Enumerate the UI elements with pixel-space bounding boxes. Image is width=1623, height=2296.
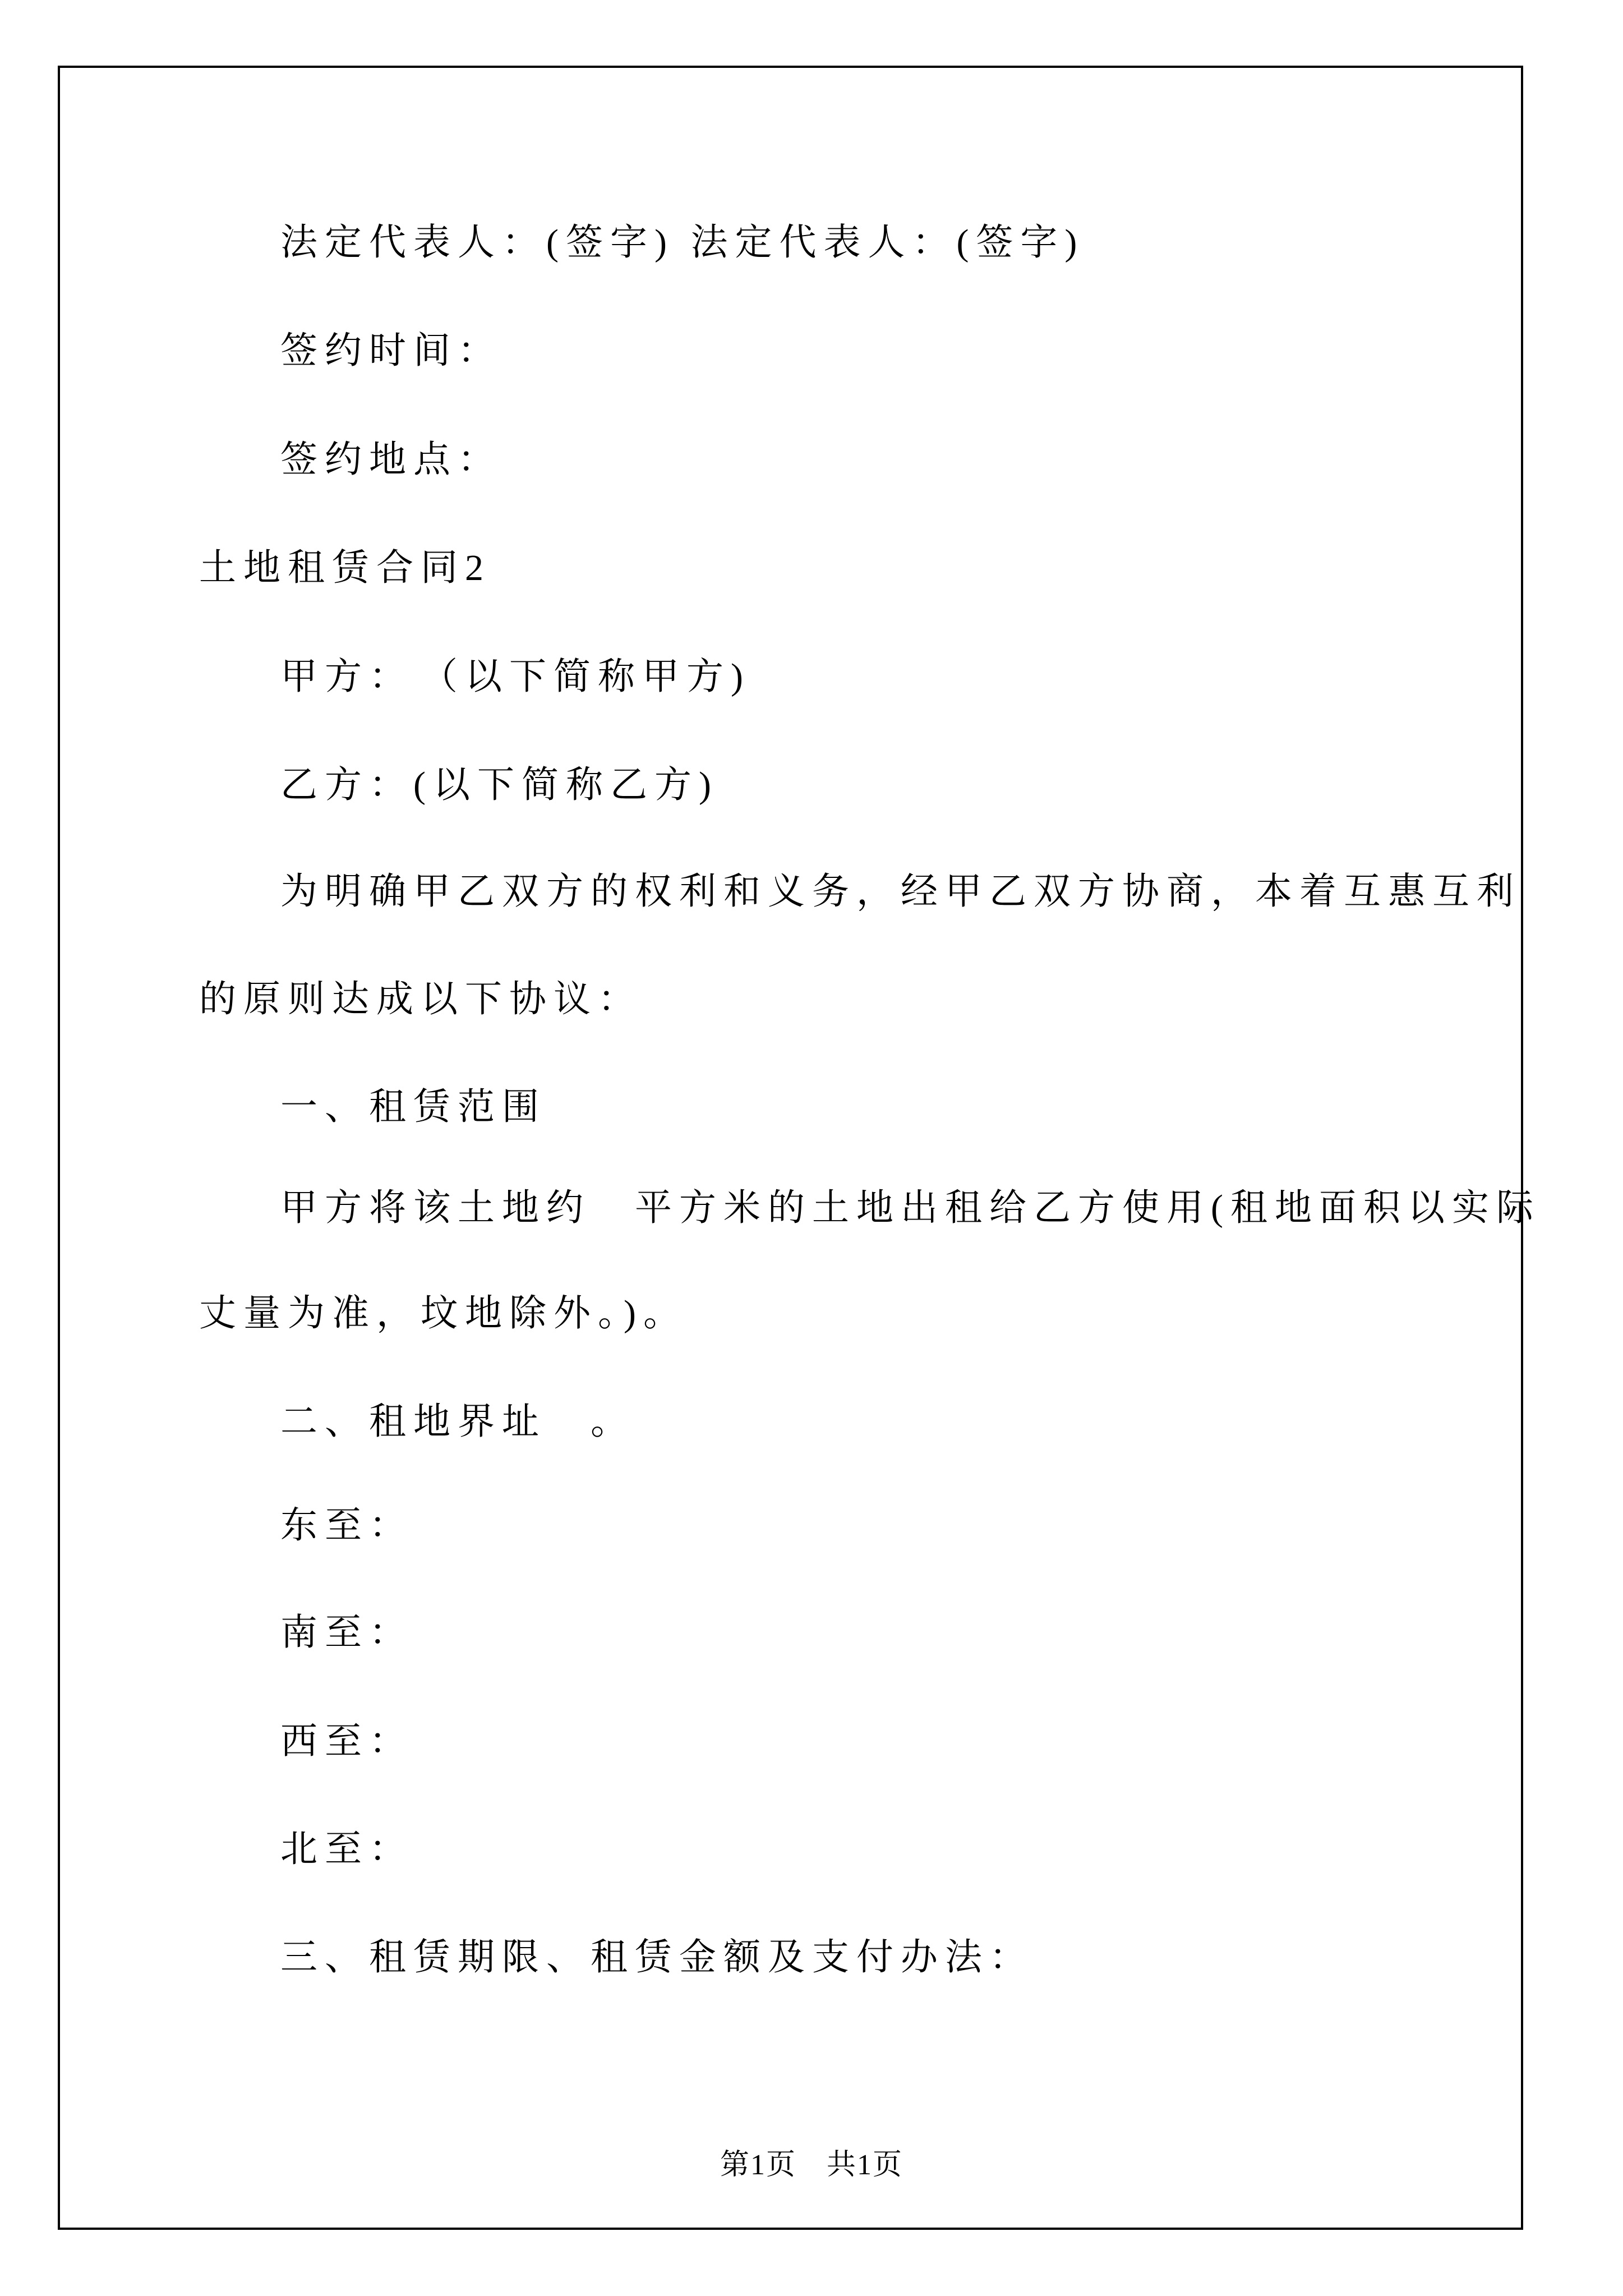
document-line: 二、租地界址 。	[280, 1401, 635, 1442]
document-line: 三、租赁期限、租赁金额及支付办法：	[280, 1937, 1034, 1978]
page-footer: 第1页 共1页	[720, 2149, 903, 2181]
document-line: 甲方： （以下简称甲方)	[280, 656, 750, 697]
document-line: 甲方将该土地约 平方米的土地出租给乙方使用(租地面积以实际	[280, 1188, 1541, 1228]
document-line: 法定代表人：(签字) 法定代表人：(签字)	[280, 222, 1085, 263]
document-line: 签约时间：	[280, 330, 502, 371]
document-line: 北至：	[280, 1829, 413, 1870]
document-line: 东至：	[280, 1505, 413, 1546]
document-line: 西至：	[280, 1721, 413, 1762]
document-line: 丈量为准，坟地除外。)。	[199, 1293, 688, 1334]
document-line: 签约地点：	[280, 439, 502, 480]
document-line: 土地租赁合同2	[199, 547, 491, 588]
document-line: 南至：	[280, 1612, 413, 1653]
document-line: 的原则达成以下协议：	[199, 979, 642, 1020]
document-line: 乙方：(以下简称乙方)	[280, 765, 718, 806]
document-line: 为明确甲乙双方的权利和义务，经甲乙双方协商，本着互惠互利	[280, 871, 1521, 912]
document-line: 一、租赁范围	[280, 1087, 546, 1128]
